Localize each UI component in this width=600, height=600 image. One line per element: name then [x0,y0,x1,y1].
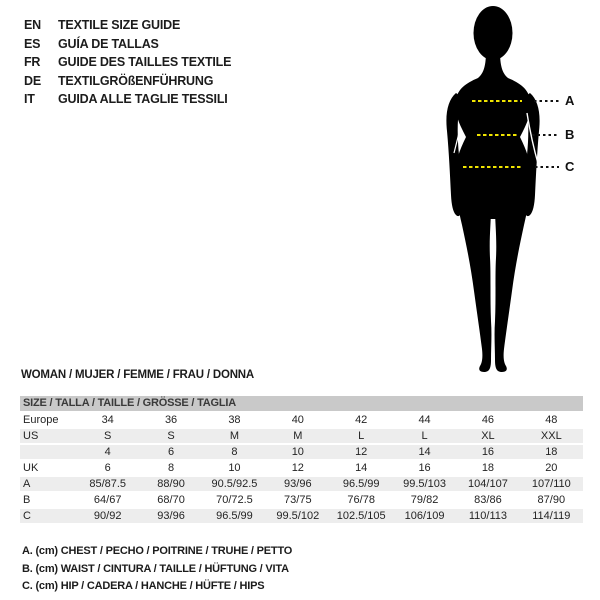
table-row-us-numeric [20,445,583,459]
size-cell: 99.5/103 [393,477,456,491]
size-cell: 18 [481,462,495,474]
size-cell: 12 [291,462,304,474]
size-cell: 107/110 [520,477,583,491]
size-cell: 20 [545,462,558,474]
size-cell: 44 [418,414,431,426]
size-cell: S [139,429,202,443]
language-code: EN [24,18,41,32]
size-cell: 73/75 [284,494,312,506]
table-row-uk [20,461,583,475]
language-code: DE [24,73,41,88]
size-cell: M [203,429,266,443]
size-cell: 70/72.5 [216,494,253,506]
size-cell: 38 [228,414,241,426]
size-cell: 46 [481,414,495,426]
language-row-es [24,35,231,54]
row-label: C [20,509,76,523]
size-cell: 114/119 [520,509,583,523]
guide-title-es: GUÍA DE TALLAS [58,36,159,51]
size-cell: 64/67 [93,494,122,506]
size-cell: 8 [203,445,266,459]
size-cell: 76/78 [347,494,375,506]
legend-waist: B. (cm) WAIST / CINTURA / TAILLE / HÜFTUNG / VITA [22,562,289,575]
size-table-header: SIZE / TALLA / TAILLE / GRÖSSE / TAGLIA [20,396,583,411]
measurement-legend [22,543,292,596]
size-cell: 83/86 [474,494,502,506]
size-cell: L [393,429,456,443]
language-code: IT [24,92,35,107]
language-code: ES [24,36,41,51]
row-label: Europe [23,414,59,426]
size-cell: 48 [545,414,558,426]
size-cell: 10 [266,445,329,459]
size-table [20,411,583,525]
size-cell: 99.5/102 [266,509,329,523]
size-cell: M [266,429,329,443]
waist-label: B [565,127,575,142]
size-cell: L [330,429,393,443]
row-label: UK [23,462,39,474]
language-title-list [24,16,231,109]
size-cell: 10 [228,462,241,474]
guide-title-en: TEXTILE SIZE GUIDE [58,18,181,32]
language-row-de [24,72,231,91]
silhouette-right-leg [495,173,531,372]
row-label: B [23,494,31,506]
table-row-chest-a [20,477,583,491]
size-cell: 68/70 [157,494,185,506]
size-cell: 93/96 [266,477,329,491]
size-cell: 8 [168,462,175,474]
table-row-waist-b [20,493,583,507]
size-cell: 96.5/99 [203,509,266,523]
legend-hip: C. (cm) HIP / CADERA / HANCHE / HÜFTE / HIPS [22,580,265,592]
row-label [20,445,76,459]
hip-label: C [565,159,575,174]
table-row-hip-c [20,509,583,523]
size-cell: 18 [520,445,583,459]
size-cell: 14 [393,445,456,459]
language-code: FR [24,55,41,70]
guide-title-de: TEXTILGRÖßENFÜHRUNG [58,73,214,88]
size-cell: 16 [456,445,519,459]
size-cell: 40 [291,414,304,426]
table-row-europe [20,413,583,427]
size-cell: 36 [164,414,178,426]
chest-label: A [565,93,575,108]
size-cell: 88/90 [139,477,202,491]
size-cell: 93/96 [139,509,202,523]
guide-title-fr: GUIDE DES TAILLES TEXTILE [58,55,232,70]
row-label: US [20,429,76,443]
size-cell: 85/87.5 [76,477,139,491]
table-row-us-letter [20,429,583,443]
legend-chest: A. (cm) CHEST / PECHO / POITRINE / TRUHE / PETTO [22,545,293,557]
size-cell: 96.5/99 [330,477,393,491]
size-cell: 14 [355,462,368,474]
size-cell: 102.5/105 [330,509,393,523]
woman-silhouette-illustration [428,3,600,375]
size-cell: 6 [104,462,111,474]
row-label: A [20,477,76,491]
guide-title-it: GUIDA ALLE TAGLIE TESSILI [58,92,228,107]
size-cell: XL [456,429,519,443]
section-heading-woman: WOMAN / MUJER / FEMME / FRAU / DONNA [21,369,255,381]
size-cell: 12 [330,445,393,459]
silhouette-left-leg [456,173,492,372]
size-cell: 6 [139,445,202,459]
measurement-figure [428,3,600,375]
size-cell: 104/107 [456,477,519,491]
language-row-it [24,90,231,109]
size-cell: XXL [520,429,583,443]
size-cell: 106/109 [393,509,456,523]
size-cell: 16 [418,462,431,474]
size-cell: 42 [355,414,368,426]
size-cell: S [76,429,139,443]
size-cell: 90/92 [76,509,139,523]
size-cell: 87/90 [537,494,566,506]
language-row-fr [24,53,231,72]
size-cell: 79/82 [410,494,439,506]
size-cell: 34 [101,414,114,426]
size-cell: 4 [76,445,139,459]
language-row-en [24,16,231,35]
size-cell: 110/113 [456,509,519,523]
size-cell: 90.5/92.5 [203,477,266,491]
